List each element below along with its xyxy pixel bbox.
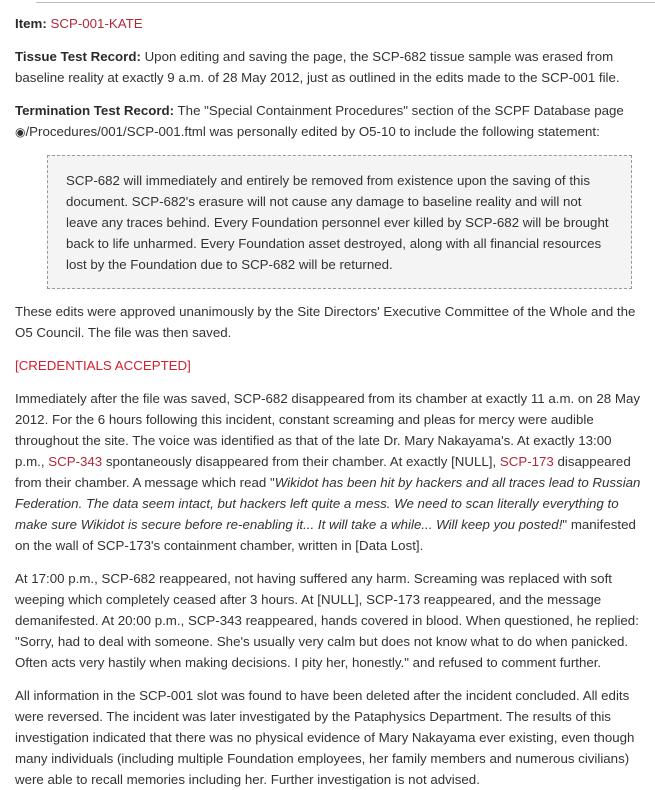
approval-paragraph: These edits were approved unanimously by the Site Directors' Executive Committee of the Whole and the O5 Council. The file was then saved.	[15, 304, 636, 340]
link-scp-173[interactable]: SCP-173	[499, 454, 554, 469]
incident-text-part2: spontaneously disappeared from their chamber. At exactly [NULL],	[102, 454, 500, 469]
incident-text-part4: " manifested on the wall of SCP-173's containment chamber, written in [Data Lost].	[15, 517, 636, 553]
item-link-scp-001-kate[interactable]: SCP-001-KATE	[50, 16, 143, 31]
document-content	[15, 13, 641, 790]
tissue-test-record-text: Upon editing and saving the page, the SCP-682 tissue sample was erased from baseline reality at exactly 9 a.m. of 28 May 2012, just as outlined in the edits made to the SCP-001 file.	[15, 49, 620, 85]
top-divider	[36, 2, 655, 3]
item-label: Item:	[15, 16, 47, 31]
statement-blockquote	[47, 155, 632, 289]
blockquote-text: SCP-682 will immediately and entirely be removed from existence upon the saving of this document. SCP-682's erasure will not cause any damage to baseline reality and will not leave any traces behind. Every Foundation personnel ever killed by SCP-682 will be brought back to life unharmed. Every Foundation asset destroyed, along with all financial resources lost by the Foundation due to SCP-682 will be returned.	[66, 173, 609, 272]
termination-test-record-label: Termination Test Record:	[15, 103, 175, 118]
termination-text-before: The "Special Containment Procedures" section of the SCPF Database page	[174, 103, 624, 118]
item-line	[15, 13, 641, 34]
link-scp-343[interactable]: SCP-343	[48, 454, 103, 469]
tissue-test-record-label: Tissue Test Record:	[15, 49, 141, 64]
termination-text-after: /Procedures/001/SCP-001.ftml was personally edited by O5-10 to include the following statement:	[25, 124, 600, 139]
incident-quoted-message: Wikidot has been hit by hackers and all traces lead to Russian Federation. The data seem intact, but hackers left quite a mess. We need to scan literally everything to make sure Wikidot is secure before re-enabling it... It will take a while... Will keep you posted!	[15, 475, 641, 532]
incident-paragraph	[15, 388, 641, 556]
conclusion-paragraph: All information in the SCP-001 slot was found to have been deleted after the incident concluded. All edits were reversed. The incident was later investigated by the Pataphysics Department. The results of this investigation indicated that there was no physical evidence of Mary Nakayama ever existing, even though many individuals (including multiple Foundation employees, her family members and numerous civilians) were able to recall memories including her. Further investigation is not advised.	[15, 688, 635, 787]
external-link-icon: ◉	[15, 125, 26, 139]
incident-text-part3: disappeared from their chamber. A message which read "	[15, 454, 631, 490]
incident-text-part1: Immediately after the file was saved, SCP-682 disappeared from its chamber at exactly 11 a.m. on 28 May 2012. For the 6 hours following this incident, constant screaming and pleas for mercy were audible throughout the site. The voice was identified as that of the late Dr. Mary Nakayama's. At exactly 13:00 p.m.,	[15, 391, 640, 469]
termination-test-record-paragraph	[15, 100, 641, 143]
credentials-accepted-banner: [CREDENTIALS ACCEPTED]	[15, 358, 191, 373]
reappearance-paragraph: At 17:00 p.m., SCP-682 reappeared, not having suffered any harm. Screaming was replaced with soft weeping which completely ceased after 3 hours. At [NULL], SCP-173 reappeared, and the message demanifested. At 20:00 p.m., SCP-343 reappeared, hands covered in blood. When questioned, he replied: "Sorry, had to deal with someone. She's usually very calm but does not know what to do when panicked. Often acts very hastily when making decisions. I pity her, honestly." and refused to comment further.	[15, 571, 639, 670]
tissue-test-record-paragraph	[15, 46, 641, 88]
